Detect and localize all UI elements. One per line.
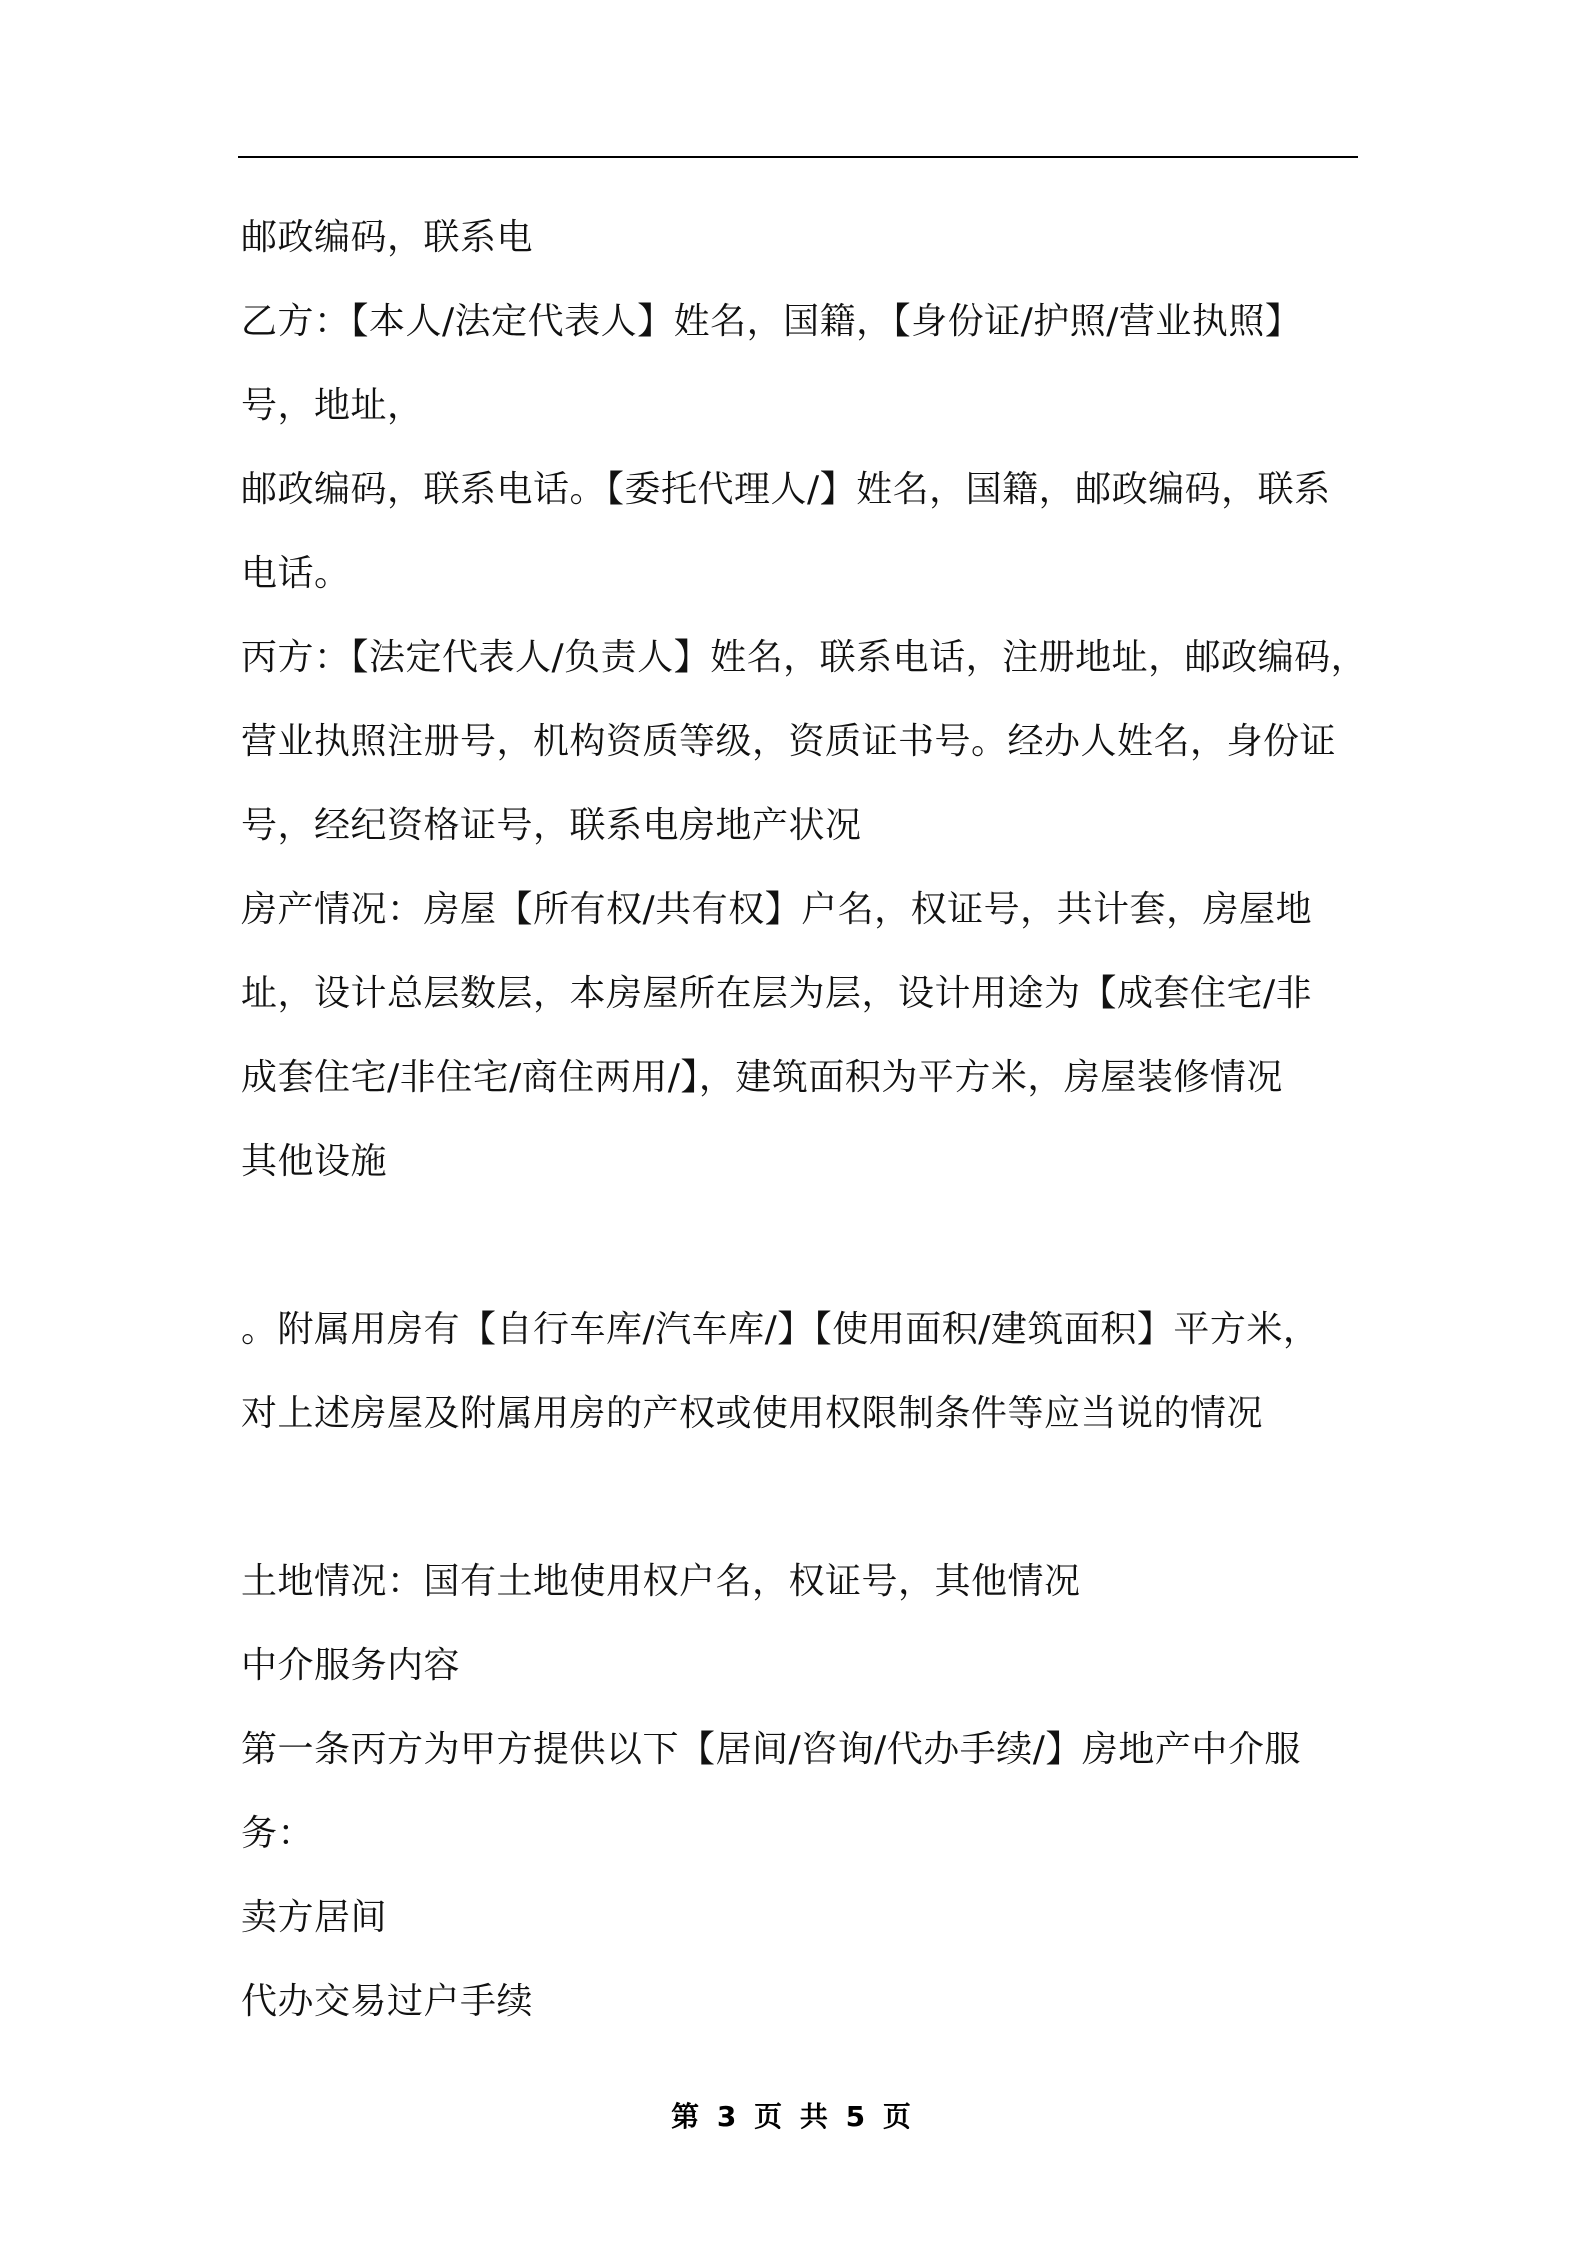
header-rule — [238, 156, 1358, 158]
text-line: 电话。 — [241, 553, 351, 594]
text-line: 号，经纪资格证号，联系电房地产状况 — [241, 805, 862, 846]
text-line: 土地情况：国有土地使用权户名，权证号，其他情况 — [241, 1561, 1081, 1602]
text-line: 务： — [241, 1813, 315, 1854]
text-line: 号，地址， — [241, 385, 424, 426]
text-line: 中介服务内容 — [241, 1645, 461, 1686]
paragraph-gap — [241, 1204, 1361, 1288]
text-line: 卖方居间 — [241, 1897, 388, 1938]
text-line: 对上述房屋及附属用房的产权或使用权限制条件等应当说的情况 — [241, 1393, 1264, 1434]
text-line: 丙方：【法定代表人/负责人】姓名，联系电话，注册地址，邮政编码， — [241, 637, 1368, 678]
text-line: 址，设计总层数层，本房屋所在层为层，设计用途为【成套住宅/非 — [241, 973, 1313, 1014]
text-line: 营业执照注册号，机构资质等级，资质证书号。经办人姓名，身份证 — [241, 721, 1337, 762]
text-line: 成套住宅/非住宅/商住两用/】，建筑面积为平方米，房屋装修情况 — [241, 1057, 1283, 1098]
paragraph-gap — [241, 1456, 1361, 1540]
text-line: 其他设施 — [241, 1141, 388, 1182]
text-line: 邮政编码，联系电 — [241, 217, 534, 258]
text-line: 乙方：【本人/法定代表人】姓名，国籍，【身份证/护照/营业执照】 — [241, 301, 1302, 342]
document-body — [241, 196, 1368, 2044]
page-number-footer: 第 3 页 共 5 页 — [671, 2100, 915, 2133]
text-line: 第一条丙方为甲方提供以下【居间/咨询/代办手续/】房地产中介服 — [241, 1729, 1301, 1770]
text-line: 房产情况：房屋【所有权/共有权】户名，权证号，共计套，房屋地 — [241, 889, 1313, 930]
text-line: 邮政编码，联系电话。【委托代理人/】姓名，国籍，邮政编码，联系 — [241, 469, 1331, 510]
text-line: 。附属用房有【自行车库/汽车库/】【使用面积/建筑面积】平方米， — [241, 1309, 1320, 1350]
text-line: 代办交易过户手续 — [241, 1981, 534, 2022]
